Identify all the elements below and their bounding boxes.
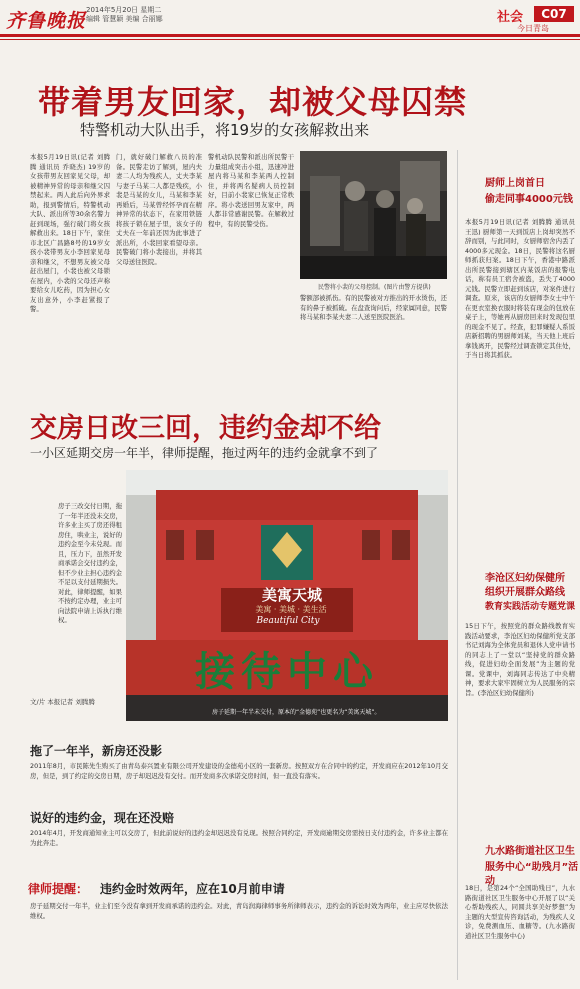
- side2-title-line2: 组织开展群众路线: [485, 587, 565, 598]
- sign-subtitle: 美寓 · 美城 · 美生活: [255, 605, 327, 614]
- side3-title-line2: 服务中心“助残月”活动: [485, 862, 579, 887]
- date-line: [86, 6, 163, 24]
- story2-headline: 交房日改三回，违约金却不给: [30, 413, 381, 444]
- issue-date: 2014年5月20日 星期二: [86, 6, 162, 14]
- lawyer-reminder-body: 房子延期交付一年半，业主们至今没有拿到开发商承诺的违约金。对此，青岛润海律师事务所律师表示，违约金的诉讼时效为两年，业主应尽快依法维权。: [30, 902, 448, 920]
- story2-section2-body: 2014年4月，开发商通知业主可以交房了，但此前说好的违约金却迟迟没有兑现。按照合同约定，开发商逾期交房需按日支付违约金，许多业主都在为此奔走。: [30, 829, 448, 847]
- section-name: 社会: [497, 10, 524, 25]
- editor-credits: 编辑 管慧颖 美编 合丽娜: [86, 15, 163, 23]
- page-header: [0, 0, 580, 40]
- story1-subhead: 特警机动大队出手，将19岁的女孩解救出来: [80, 121, 370, 139]
- sub-section-label: 今日青岛: [517, 24, 549, 33]
- side3-body: 18日，是第24个“全国助残日”，九水路街道社区卫生服务中心开展了以“关心帮助残疾人，同圆共享美好梦想”为主题的大型宣传咨询活动，为残疾人义诊，免费测血压、血糖等。(九水路街道社区卫生服务中心): [465, 884, 575, 940]
- side2-body: 15日下午，按照党的群众路线教育实践活动要求，李沧区妇幼保健所党支部书记刘海为全体党员和退休人党申请书的同志上了一堂以“坚持党的群众路线，促进妇幼全面发展”为主题的党课。党课中，刘海同志传达了中央精神，要求大家牢固树立为人民服务的宗旨。(李沧区妇幼保健所): [465, 622, 575, 697]
- story1-photo-caption: 民警将小裴的父母控制。(图片由警方提供): [318, 284, 431, 291]
- side1-title-line1: 厨师上岗首日: [485, 178, 545, 189]
- story2-section1-heading: 拖了一年半，新房还没影: [30, 744, 163, 758]
- side2-title-line3: 教育实践活动专题党课: [485, 602, 576, 612]
- page-number: C07: [534, 6, 574, 22]
- story2-lead: 房子三改交付日期，拖了一年半还没未交房，许多业主买了房还得租房住，哄业主，说好的违约金至今未兑现。而且，压力下，虽然开发商承诺会交付违约金，但不少业主担心违约金不足以支付延期损失。对此，律师提醒，如果不按约定办理，业主可向法院申请上诉执行维权。: [58, 502, 122, 624]
- story2-photo: [126, 470, 448, 721]
- story2-byline: 文/片 本报记者 刘腾腾: [30, 698, 95, 706]
- column-divider: [457, 150, 458, 980]
- header-thin-rule: [0, 39, 580, 40]
- side1-title-line2: 偷走同事4000元钱: [485, 194, 573, 205]
- story2-subhead: 一小区延期交房一年半，律师提醒，拖过两年的违约金就拿不到了: [30, 446, 379, 460]
- side3-title-line1: 九水路街道社区卫生: [485, 846, 575, 857]
- header-rule: [0, 34, 580, 37]
- story2-section2-heading: 说好的违约金，现在还没赔: [30, 811, 175, 825]
- story2-section1-body: 2011年8月，市民陈先生购买了由青岛泰兴置业有限公司开发建设的金德苑小区的一套新房。按照双方在合同中的约定，开发商应在2012年10月交房，但是，到了约定的交房日期，房子却迟迟没有交付。而开发商多次承诺交房时间，但一直没有落实。: [30, 762, 448, 780]
- masthead-logo: 齐鲁晚报: [6, 10, 87, 32]
- story1-col2: 门，就好破门解救八员的准备。民警走访了解到，屋内夫妻二人均为残疾人，丈夫李某与妻子马某二人都是残疾，小裴是马某的女儿，马某和李某再婚后，马某曾经怀孕而在精神异常的状态下，在家用铁链将孩子锁在屋子里，该女子的丈夫在一年前还因为此事进了派出所，小裴回家看望母亲。民警破门将小裴接出，并将其父母送往医院。: [116, 153, 202, 266]
- side1-body: 本报5月19日讯(记者 刘腾腾 通讯员 王迅) 厨师第一天到饭店上岗却突然不辞而别，与此同时，女厨师宿舍内丢了4000多元现金。18日，民警将这名厨师抓获归案。18日下午，香港中路派出所民警接到辖区内某饭店的报警电话，称有员工宿舍被盗，丢失了4000元钱。民警立即赶到该店，对案件进行调查。原来，该店的女厨师李女士中午在更衣室换衣服时将装有现金的包放在桌子上，等她再从厨房回来时发现包里的现金不见了。经查，犯罪嫌疑人系饭店新招聘的男厨师刘某，当天他上班后拿钱离开，民警经过调查锁定其住处，于当日将其抓获。: [465, 218, 575, 359]
- story1-col1: 本报5月19日讯(记者 刘腾腾 通讯员 乔晓杰) 19岁的女孩带男友回家见父母，却被精神异常的母亲和继父囚禁起来。两人此后向外界求助，报到警情后，特警机动大队、派出所等30余名警力赶到现场，强行破门将女孩解救出来。18日下午，家住市北区广昌路8号的19岁女孩小裴带男友小李回家见母亲和继父，不想男友被父母赶出屋门，小裴也被父母锁在屋内，小裴的父母还声称要给女儿吃药，因为担心女友出意外，小李赶紧报了警。: [30, 153, 110, 313]
- story1-col4: 警额部被抓伤。有的民警被对方推出的开水烫伤，还有的鼻子被抓破。在盘查询问后，经家属同意，民警将马某和李某夫妻二人送至医院医治。: [300, 294, 447, 321]
- lawyer-reminder-label: 律师提醒：: [28, 882, 89, 896]
- story2-photo-caption: 房子延期一年半未交付，原本的“金德苑”也更名为“美寓天城”。: [212, 709, 381, 716]
- sign-english: Beautiful City: [256, 616, 320, 626]
- lawyer-reminder-bar: [28, 878, 448, 898]
- sign-chinese: 美寓天城: [261, 586, 322, 604]
- reception-banner: 接待中心: [195, 648, 379, 695]
- story1-photo: [300, 151, 447, 279]
- side2-title-line1: 李沧区妇幼保健所: [485, 573, 565, 584]
- story1-col3: 警机动队民警和派出所民警干力量组成突击小组，迅速冲进屋内将马某和李某两人控制住，并将两名疑病人员控制好，目前小裴家已恢复正常秩序。将小裴送回男友家中，两人都非常感谢民警。在解救过程中，有的民警受伤。: [208, 153, 294, 228]
- lawyer-reminder-title: 违约金时效两年，应在10月前申请: [100, 882, 285, 896]
- story1-headline: 带着男友回家，却被父母囚禁: [38, 83, 468, 121]
